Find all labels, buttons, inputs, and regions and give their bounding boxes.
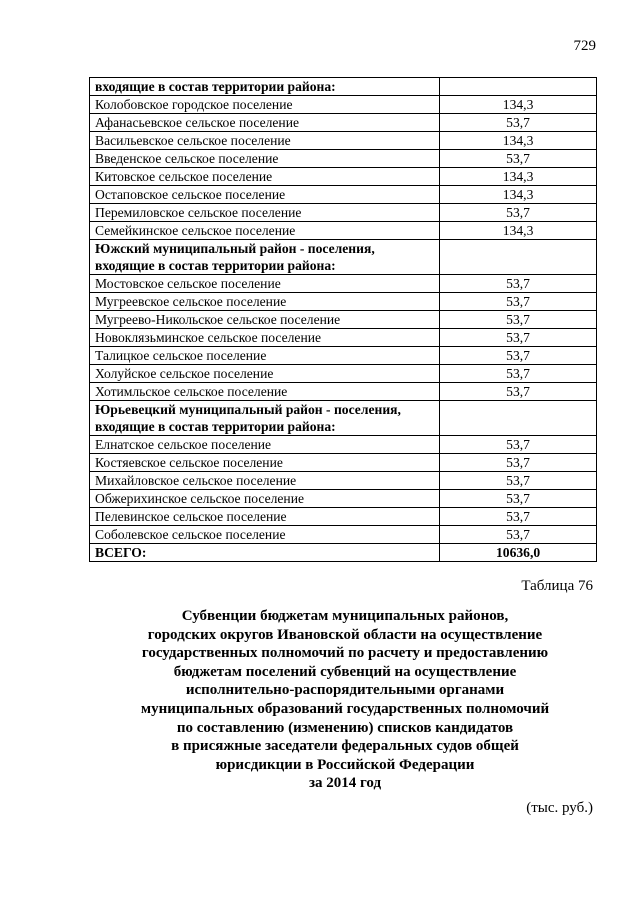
settlement-name: Китовское сельское поселение xyxy=(90,168,440,186)
title-line: юрисдикции в Российской Федерации xyxy=(215,756,475,773)
subvention-value: 53,7 xyxy=(440,204,597,222)
settlement-name: Введенское сельское поселение xyxy=(90,150,440,168)
table-row xyxy=(90,508,597,526)
subvention-value: 53,7 xyxy=(440,490,597,508)
settlement-name: Михайловское сельское поселение xyxy=(90,472,440,490)
table-row xyxy=(90,132,597,150)
table-row xyxy=(90,329,597,347)
subvention-value: 53,7 xyxy=(440,383,597,401)
subvention-table xyxy=(89,77,597,562)
subvention-value: 134,3 xyxy=(440,168,597,186)
title-line: за 2014 год xyxy=(308,775,382,792)
settlement-name: Обжерихинское сельское поселение xyxy=(90,490,440,508)
table-row xyxy=(90,186,597,204)
settlement-name: Афанасьевское сельское поселение xyxy=(90,114,440,132)
section-header-line: входящие в состав территории района: xyxy=(95,419,336,434)
subvention-value: 53,7 xyxy=(440,329,597,347)
subvention-value: 53,7 xyxy=(440,347,597,365)
settlement-name: Новоклязьминское сельское поселение xyxy=(90,329,440,347)
table-label: Таблица 76 xyxy=(521,578,593,594)
table-row xyxy=(90,436,597,454)
title-line: исполнительно-распорядительными органами xyxy=(185,682,505,699)
subvention-value: 53,7 xyxy=(440,454,597,472)
total-value: 10636,0 xyxy=(440,544,597,562)
subvention-value: 53,7 xyxy=(440,311,597,329)
settlement-name: Остаповское сельское поселение xyxy=(90,186,440,204)
empty-value-cell xyxy=(440,401,597,436)
section-header-line: входящие в состав территории района: xyxy=(95,79,336,94)
title-line: по составлению (изменению) списков кандидатов xyxy=(176,719,514,736)
subvention-value: 53,7 xyxy=(440,114,597,132)
subvention-value: 53,7 xyxy=(440,293,597,311)
section-header-line: Южский муниципальный район - поселения, xyxy=(95,241,375,256)
settlement-name: Мугреево-Никольское сельское поселение xyxy=(90,311,440,329)
table-row xyxy=(90,383,597,401)
table-row xyxy=(90,96,597,114)
settlement-name: Пелевинское сельское поселение xyxy=(90,508,440,526)
settlement-name: Холуйское сельское поселение xyxy=(90,365,440,383)
document-title xyxy=(100,607,590,793)
section-header-line: входящие в состав территории района: xyxy=(95,258,336,273)
empty-value-cell xyxy=(440,240,597,275)
title-line: Субвенции бюджетам муниципальных районов, xyxy=(181,608,509,624)
table-section-header xyxy=(90,401,597,436)
table-row xyxy=(90,311,597,329)
units-label: (тыс. руб.) xyxy=(526,800,593,816)
section-header-line: Юрьевецкий муниципальный район - поселения, xyxy=(95,402,401,417)
settlement-name: Семейкинское сельское поселение xyxy=(90,222,440,240)
table-row xyxy=(90,222,597,240)
table-row xyxy=(90,114,597,132)
section-header-text xyxy=(90,78,440,96)
table-total-row xyxy=(90,544,597,562)
section-header-text xyxy=(90,401,440,436)
subvention-value: 134,3 xyxy=(440,132,597,150)
table-row xyxy=(90,204,597,222)
table-row xyxy=(90,293,597,311)
settlement-name: Мостовское сельское поселение xyxy=(90,275,440,293)
settlement-name: Перемиловское сельское поселение xyxy=(90,204,440,222)
empty-value-cell xyxy=(440,78,597,96)
settlement-name: Елнатское сельское поселение xyxy=(90,436,440,454)
subvention-value: 134,3 xyxy=(440,96,597,114)
title-line: муниципальных образований государственных полномочий xyxy=(140,700,550,717)
subvention-value: 53,7 xyxy=(440,526,597,544)
settlement-name: Талицкое сельское поселение xyxy=(90,347,440,365)
subvention-value: 53,7 xyxy=(440,508,597,526)
table-row xyxy=(90,365,597,383)
subvention-value: 53,7 xyxy=(440,275,597,293)
title-line: городских округов Ивановской области на осуществление xyxy=(147,626,543,643)
settlement-name: Васильевское сельское поселение xyxy=(90,132,440,150)
subvention-value: 53,7 xyxy=(440,365,597,383)
table-row xyxy=(90,347,597,365)
page-number: 729 xyxy=(573,38,596,54)
title-line: в присяжные заседатели федеральных судов общей xyxy=(171,738,519,755)
title-line: бюджетам поселений субвенций на осуществление xyxy=(173,663,517,680)
title-line: государственных полномочий по расчету и предоставлению xyxy=(141,645,549,662)
table-row xyxy=(90,490,597,508)
total-label: ВСЕГО: xyxy=(90,544,440,562)
table-row xyxy=(90,275,597,293)
section-header-text xyxy=(90,240,440,275)
table-section-header xyxy=(90,240,597,275)
table-row xyxy=(90,472,597,490)
table-row xyxy=(90,454,597,472)
settlement-name: Соболевское сельское поселение xyxy=(90,526,440,544)
table-body xyxy=(90,78,597,562)
subvention-value: 53,7 xyxy=(440,472,597,490)
settlement-name: Костяевское сельское поселение xyxy=(90,454,440,472)
table-section-header xyxy=(90,78,597,96)
subvention-value: 134,3 xyxy=(440,222,597,240)
subvention-value: 134,3 xyxy=(440,186,597,204)
subvention-value: 53,7 xyxy=(440,150,597,168)
table-row xyxy=(90,526,597,544)
settlement-name: Хотимльское сельское поселение xyxy=(90,383,440,401)
settlement-name: Колобовское городское поселение xyxy=(90,96,440,114)
settlement-name: Мугреевское сельское поселение xyxy=(90,293,440,311)
table-row xyxy=(90,150,597,168)
subvention-value: 53,7 xyxy=(440,436,597,454)
table-row xyxy=(90,168,597,186)
